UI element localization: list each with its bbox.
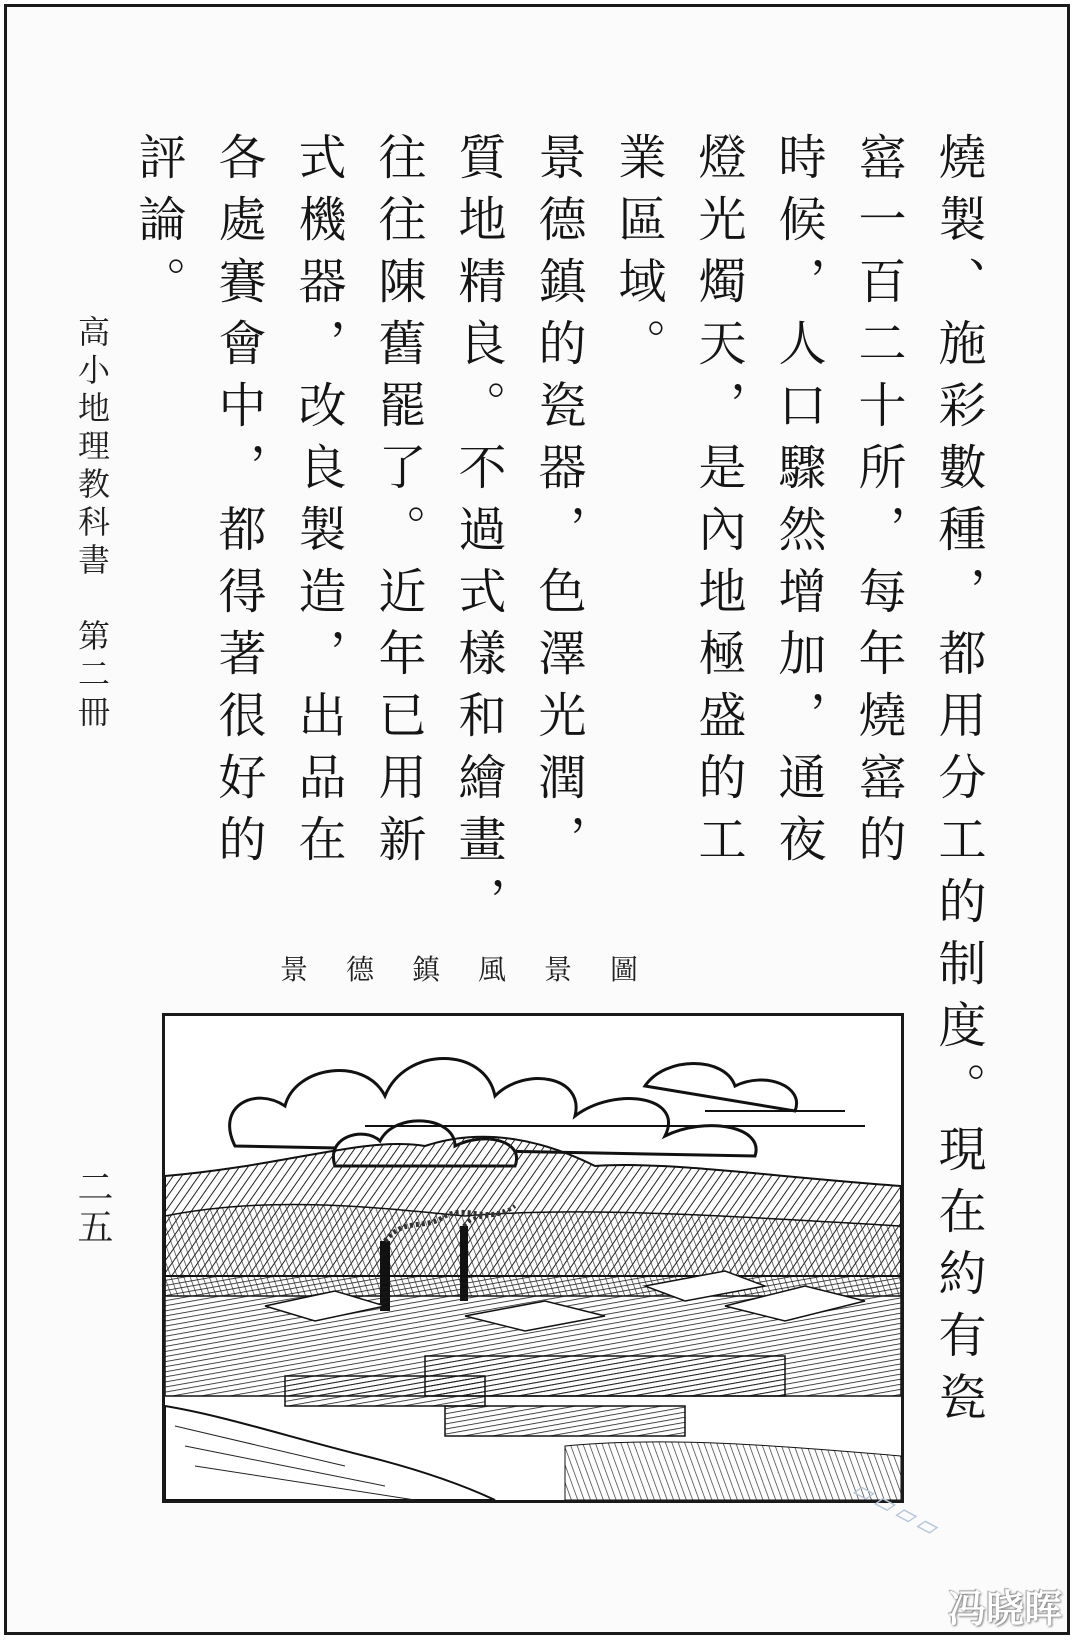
text-column-10: 各處賽會中，都得著很好的 bbox=[210, 132, 266, 876]
landscape-drawing bbox=[165, 1016, 901, 1500]
text-column-5: 業區域。 bbox=[610, 132, 666, 380]
text-column-7: 質地精良。不過式樣和繪畫， bbox=[450, 132, 506, 938]
watermark: 冯晓晖 bbox=[947, 1587, 1062, 1631]
book-title: 高小地理教科書 bbox=[73, 315, 111, 581]
running-head bbox=[72, 315, 112, 733]
jingdezhen-landscape-illustration bbox=[162, 1013, 904, 1503]
book-volume: 第二冊 bbox=[73, 619, 111, 733]
page-number: 二五 bbox=[72, 1168, 113, 1248]
text-column-9: 式機器，改良製造，出品在 bbox=[290, 132, 346, 876]
text-column-8: 往往陳舊罷了。近年已用新 bbox=[370, 132, 426, 876]
faint-stamp-mark: ▱▱▱▱ bbox=[848, 1474, 948, 1546]
illustration-caption: 景德鎮風景圖 bbox=[280, 953, 677, 986]
text-column-1: 燒製、施彩數種，都用分工的制度。現在約有瓷 bbox=[930, 132, 986, 1434]
text-column-11: 評論。 bbox=[130, 132, 186, 318]
text-column-4: 燈光燭天，是內地極盛的工 bbox=[690, 132, 746, 876]
running-head-gap bbox=[73, 581, 111, 619]
text-column-3: 時候，人口驟然增加，通夜 bbox=[770, 132, 826, 876]
text-column-2: 窰一百二十所，每年燒窰的 bbox=[850, 132, 906, 876]
text-column-6: 景德鎮的瓷器，色澤光潤， bbox=[530, 132, 586, 876]
